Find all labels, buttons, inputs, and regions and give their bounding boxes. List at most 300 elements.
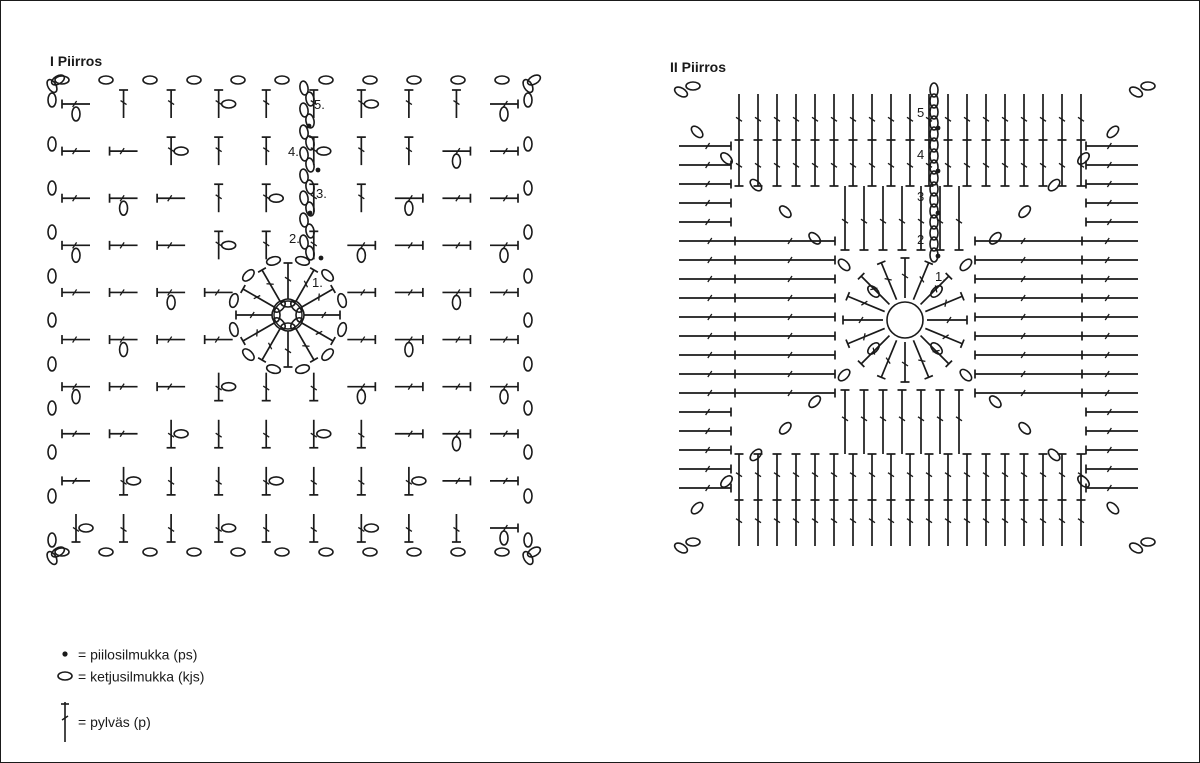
chain-symbol: [48, 181, 56, 195]
stitch-symbol: [442, 476, 470, 485]
stitch-symbol: [936, 390, 945, 454]
chain-symbol: [405, 343, 413, 357]
chain-symbol: [120, 201, 128, 215]
stitch-symbol: [1086, 199, 1138, 208]
stitch-symbol: [1058, 500, 1067, 546]
stitch-symbol: [1086, 218, 1138, 227]
stitch-symbol: [309, 514, 318, 542]
stitch-symbol: [347, 335, 375, 344]
chain-symbol: [174, 430, 188, 438]
chain-symbol: [524, 401, 532, 415]
stitch-symbol: [955, 390, 964, 454]
chain-symbol: [336, 322, 347, 338]
stitch-symbol: [849, 140, 858, 186]
chain-symbol: [686, 538, 700, 546]
stitch-symbol: [110, 241, 138, 250]
stitch-symbol: [841, 390, 850, 454]
stitch-symbol: [241, 323, 274, 345]
oval-icon: [52, 668, 78, 684]
stitch-symbol: [679, 389, 735, 398]
stitch-symbol: [860, 390, 869, 454]
chain-symbol: [958, 257, 974, 273]
stitch-symbol: [735, 140, 744, 186]
stitch-symbol: [879, 186, 888, 250]
stitch-symbol: [792, 94, 801, 140]
row-number-4: 4: [917, 147, 925, 162]
stitch-symbol: [302, 323, 335, 345]
stitch-symbol: [214, 137, 223, 165]
stitch-symbol: [62, 335, 90, 344]
chain-symbol: [500, 390, 508, 404]
stitch-symbol: [963, 500, 972, 546]
stitch-symbol: [262, 514, 271, 542]
stitch-symbol: [110, 288, 138, 297]
stitch-symbol: [395, 288, 423, 297]
stitch-symbol: [1082, 275, 1138, 284]
row-number-2: 2.: [289, 231, 300, 246]
stitch-symbol: [955, 186, 964, 250]
chain-symbol: [143, 76, 157, 84]
stitch-symbol: [157, 335, 185, 344]
chain-symbol: [1105, 500, 1121, 516]
chain-symbol: [363, 76, 377, 84]
chain-symbol: [231, 548, 245, 556]
stitch-symbol: [1086, 180, 1138, 189]
stitch-symbol: [898, 186, 907, 250]
chain-symbol: [524, 533, 532, 547]
stitch-symbol: [62, 429, 90, 438]
stitch-icon: [52, 700, 78, 744]
chart-title-1: I Piirros: [50, 53, 103, 69]
chain-symbol: [269, 477, 283, 485]
stitch-symbol: [1086, 161, 1138, 170]
stitch-symbol: [1001, 454, 1010, 500]
stitch-symbol: [841, 186, 850, 250]
stitch-symbol: [167, 467, 176, 495]
slip-stitch-symbol: [936, 211, 941, 216]
chain-symbol: [127, 477, 141, 485]
stitch-symbol: [773, 500, 782, 546]
stitch-symbol: [898, 390, 907, 454]
stitch-symbol: [754, 500, 763, 546]
stitch-symbol: [925, 500, 934, 546]
chain-symbol: [407, 548, 421, 556]
chain-symbol: [778, 421, 794, 437]
stitch-symbol: [858, 336, 889, 367]
stitch-symbol: [963, 454, 972, 500]
stitch-symbol: [296, 329, 318, 362]
row-number-5: 5: [917, 105, 925, 120]
stitch-symbol: [792, 140, 801, 186]
stitch-symbol: [395, 382, 423, 391]
stitch-symbol: [679, 465, 731, 474]
stitch-symbol: [982, 94, 991, 140]
slip-stitch-symbol: [316, 168, 321, 173]
chain-symbol: [364, 524, 378, 532]
stitch-symbol: [262, 420, 271, 448]
stitch-symbol: [811, 500, 820, 546]
stitch-symbol: [679, 446, 731, 455]
chain-symbol: [686, 82, 700, 90]
stitch-symbol: [927, 316, 967, 325]
stitch-symbol: [754, 94, 763, 140]
stitch-symbol: [167, 514, 176, 542]
row-number-3: 3.: [316, 186, 327, 201]
center-ring: [274, 301, 302, 329]
stitch-symbol: [1086, 408, 1138, 417]
chain-symbol: [836, 367, 852, 383]
stitch-symbol: [347, 288, 375, 297]
chain-symbol: [48, 269, 56, 283]
stitch-symbol: [735, 275, 835, 284]
chain-symbol: [866, 284, 882, 300]
chain-symbol: [99, 548, 113, 556]
stitch-symbol: [868, 500, 877, 546]
stitch-symbol: [1082, 389, 1138, 398]
chain-symbol: [524, 93, 532, 107]
chain-symbol: [1076, 151, 1092, 167]
stitch-symbol: [679, 180, 731, 189]
chain-symbol: [320, 347, 336, 363]
chain-symbol: [357, 390, 365, 404]
stitch-symbol: [906, 454, 915, 500]
chain-symbol: [412, 477, 426, 485]
chain-symbol: [1076, 474, 1092, 490]
legend-item-double-crochet: [52, 700, 151, 744]
chain-symbol: [231, 76, 245, 84]
chain-symbol: [689, 500, 705, 516]
stitch-symbol: [236, 311, 272, 320]
stitch-symbol: [442, 241, 470, 250]
stitch-symbol: [110, 147, 138, 156]
stitch-symbol: [404, 137, 413, 165]
chart-2-diagram: [673, 82, 1155, 555]
stitch-symbol: [679, 370, 735, 379]
legend-text-double-crochet: = pylväs (p): [78, 714, 151, 730]
chain-symbol: [988, 231, 1004, 247]
stitch-symbol: [679, 332, 735, 341]
stitch-symbol: [735, 332, 835, 341]
stitch-symbol: [679, 427, 731, 436]
chain-symbol: [317, 430, 331, 438]
stitch-symbol: [975, 313, 1082, 322]
stitch-symbol: [975, 256, 1082, 265]
chain-symbol: [1141, 82, 1155, 90]
chain-symbol: [778, 204, 794, 220]
stitch-symbol: [304, 311, 340, 320]
stitch-symbol: [917, 390, 926, 454]
stitch-symbol: [357, 137, 366, 165]
row-number-1: 1.: [312, 275, 323, 290]
stitch-symbol: [262, 137, 271, 165]
stitch-symbol: [309, 373, 318, 401]
stitch-symbol: [1001, 94, 1010, 140]
stitch-symbol: [887, 454, 896, 500]
chain-symbol: [222, 100, 236, 108]
stitch-symbol: [1082, 351, 1138, 360]
stitch-symbol: [1082, 332, 1138, 341]
stitch-symbol: [773, 140, 782, 186]
stitch-symbol: [735, 500, 744, 546]
stitch-symbol: [830, 94, 839, 140]
stitch-symbol: [830, 140, 839, 186]
stitch-symbol: [157, 194, 185, 203]
stitch-symbol: [1077, 94, 1086, 140]
stitch-symbol: [258, 329, 280, 362]
stitch-symbol: [773, 94, 782, 140]
chain-symbol: [524, 137, 532, 151]
chain-symbol: [1046, 177, 1062, 193]
chain-symbol: [363, 548, 377, 556]
stitch-symbol: [849, 454, 858, 500]
stitch-symbol: [1082, 256, 1138, 265]
chain-symbol: [1017, 204, 1033, 220]
chain-symbol: [295, 363, 311, 374]
stitch-symbol: [849, 500, 858, 546]
stitch-symbol: [735, 370, 835, 379]
chain-symbol: [48, 489, 56, 503]
chain-symbol: [1046, 447, 1062, 463]
chain-symbol: [120, 343, 128, 357]
chain-symbol: [228, 293, 239, 309]
stitch-symbol: [944, 454, 953, 500]
dot-icon: [52, 646, 78, 662]
stitch-symbol: [830, 500, 839, 546]
chain-symbol: [48, 533, 56, 547]
stitch-symbol: [679, 256, 735, 265]
chain-symbol: [719, 151, 735, 167]
stitch-symbol: [963, 94, 972, 140]
stitch-symbol: [357, 184, 366, 212]
stitch-symbol: [395, 429, 423, 438]
chain-symbol: [451, 548, 465, 556]
chain-symbol: [407, 76, 421, 84]
stitch-symbol: [404, 514, 413, 542]
chain-symbol: [524, 313, 532, 327]
row-number-2: 2: [917, 232, 925, 247]
stitch-symbol: [906, 140, 915, 186]
chain-symbol: [748, 447, 764, 463]
stitch-symbol: [205, 288, 233, 297]
stitch-symbol: [925, 454, 934, 500]
stitch-symbol: [860, 186, 869, 250]
chain-symbol: [72, 248, 80, 262]
stitch-symbol: [404, 90, 413, 118]
chain-symbol: [266, 363, 282, 374]
stitch-symbol: [679, 218, 731, 227]
stitch-symbol: [1001, 500, 1010, 546]
chain-symbol: [526, 73, 542, 87]
chain-symbol: [524, 445, 532, 459]
chain-symbol: [241, 347, 257, 363]
stitch-symbol: [1039, 500, 1048, 546]
chain-symbol: [495, 76, 509, 84]
stitch-symbol: [1039, 94, 1048, 140]
stitch-symbol: [262, 373, 271, 401]
stitch-symbol: [1082, 237, 1138, 246]
stitch-symbol: [167, 90, 176, 118]
chain-symbol: [222, 383, 236, 391]
stitch-symbol: [792, 454, 801, 500]
stitch-symbol: [357, 467, 366, 495]
slip-stitch-symbol: [936, 254, 941, 259]
stitch-symbol: [868, 454, 877, 500]
stitch-symbol: [887, 500, 896, 546]
stitch-symbol: [357, 420, 366, 448]
chain-symbol: [72, 390, 80, 404]
chain-symbol: [1105, 124, 1121, 140]
stitch-symbol: [1020, 94, 1029, 140]
stitch-symbol: [214, 467, 223, 495]
chain-symbol: [500, 531, 508, 545]
chain-symbol: [143, 548, 157, 556]
stitch-symbol: [452, 514, 461, 542]
stitch-symbol: [921, 336, 952, 367]
stitch-symbol: [157, 382, 185, 391]
stitch-symbol: [1077, 500, 1086, 546]
stitch-symbol: [679, 313, 735, 322]
chain-symbol: [748, 177, 764, 193]
stitch-symbol: [887, 94, 896, 140]
stitch-symbol: [62, 476, 90, 485]
chain-symbol: [48, 313, 56, 327]
chain-symbol: [319, 548, 333, 556]
stitch-symbol: [679, 408, 731, 417]
stitch-symbol: [901, 342, 910, 382]
chain-symbol: [174, 147, 188, 155]
chain-symbol: [222, 241, 236, 249]
stitch-symbol: [1086, 427, 1138, 436]
stitch-symbol: [879, 390, 888, 454]
stitch-symbol: [490, 476, 518, 485]
stitch-symbol: [735, 256, 835, 265]
stitch-symbol: [811, 140, 820, 186]
chain-symbol: [275, 76, 289, 84]
stitch-symbol: [62, 288, 90, 297]
stitch-symbol: [1020, 500, 1029, 546]
stitch-symbol: [901, 258, 910, 298]
row-number-5: 5.: [314, 97, 325, 112]
chain-symbol: [451, 76, 465, 84]
stitch-symbol: [811, 454, 820, 500]
stitch-symbol: [1039, 454, 1048, 500]
chain-symbol: [48, 357, 56, 371]
stitch-symbol: [284, 331, 293, 367]
chain-symbol: [48, 445, 56, 459]
stitch-symbol: [735, 313, 835, 322]
stitch-symbol: [679, 351, 735, 360]
stitch-symbol: [735, 294, 835, 303]
stitch-symbol: [679, 142, 731, 151]
chain-symbol: [524, 225, 532, 239]
chain-symbol: [319, 76, 333, 84]
chain-symbol: [1017, 421, 1033, 437]
stitch-symbol: [944, 94, 953, 140]
stitch-symbol: [944, 140, 953, 186]
stitch-symbol: [205, 335, 233, 344]
stitch-symbol: [849, 94, 858, 140]
stitch-symbol: [975, 370, 1082, 379]
stitch-symbol: [241, 285, 274, 307]
slip-stitch-symbol: [936, 126, 941, 131]
chain-symbol: [317, 147, 331, 155]
chain-symbol: [719, 474, 735, 490]
stitch-symbol: [679, 275, 735, 284]
row-number-1: 1.: [935, 269, 946, 284]
chain-symbol: [689, 124, 705, 140]
stitch-symbol: [906, 500, 915, 546]
stitch-symbol: [1086, 446, 1138, 455]
chain-symbol: [72, 107, 80, 121]
chain-symbol: [836, 257, 852, 273]
stitch-symbol: [1086, 465, 1138, 474]
chain-symbol: [452, 295, 460, 309]
chain-symbol: [364, 100, 378, 108]
chain-symbol: [48, 401, 56, 415]
stitch-symbol: [1082, 294, 1138, 303]
stitch-symbol: [982, 140, 991, 186]
stitch-symbol: [679, 199, 731, 208]
chain-symbol: [500, 248, 508, 262]
stitch-symbol: [975, 351, 1082, 360]
chain-symbol: [452, 437, 460, 451]
stitch-symbol: [982, 500, 991, 546]
stitch-symbol: [735, 351, 835, 360]
chain-symbol: [524, 181, 532, 195]
slip-stitch-symbol: [936, 169, 941, 174]
stitch-symbol: [119, 90, 128, 118]
stitch-symbol: [395, 241, 423, 250]
stitch-symbol: [679, 294, 735, 303]
slip-stitch-symbol: [319, 256, 324, 261]
center-ring: [887, 302, 923, 338]
stitch-symbol: [284, 263, 293, 299]
stitch-symbol: [157, 241, 185, 250]
stitch-symbol: [811, 94, 820, 140]
chain-symbol: [167, 295, 175, 309]
stitch-symbol: [1086, 484, 1138, 493]
chain-symbol: [99, 76, 113, 84]
chain-symbol: [241, 268, 257, 284]
chain-symbol: [79, 524, 93, 532]
stitch-symbol: [309, 467, 318, 495]
chain-symbol: [50, 73, 66, 87]
stitch-symbol: [110, 429, 138, 438]
stitch-symbol: [442, 382, 470, 391]
stitch-symbol: [1020, 454, 1029, 500]
stitch-symbol: [982, 454, 991, 500]
stitch-symbol: [887, 140, 896, 186]
chain-symbol: [48, 225, 56, 239]
stitch-symbol: [490, 429, 518, 438]
chain-symbol: [187, 548, 201, 556]
stitch-symbol: [792, 500, 801, 546]
stitch-symbol: [490, 147, 518, 156]
legend-text-chain: = ketjusilmukka (kjs): [78, 668, 205, 685]
chain-symbol: [524, 269, 532, 283]
chart-title-2: II Piirros: [670, 59, 727, 75]
stitch-symbol: [214, 184, 223, 212]
stitch-symbol: [773, 454, 782, 500]
chain-symbol: [269, 194, 283, 202]
stitch-symbol: [944, 500, 953, 546]
stitch-symbol: [490, 194, 518, 203]
stitch-symbol: [258, 268, 280, 301]
stitch-symbol: [868, 140, 877, 186]
chain-symbol: [275, 548, 289, 556]
chain-symbol: [48, 137, 56, 151]
chain-symbol: [228, 322, 239, 338]
